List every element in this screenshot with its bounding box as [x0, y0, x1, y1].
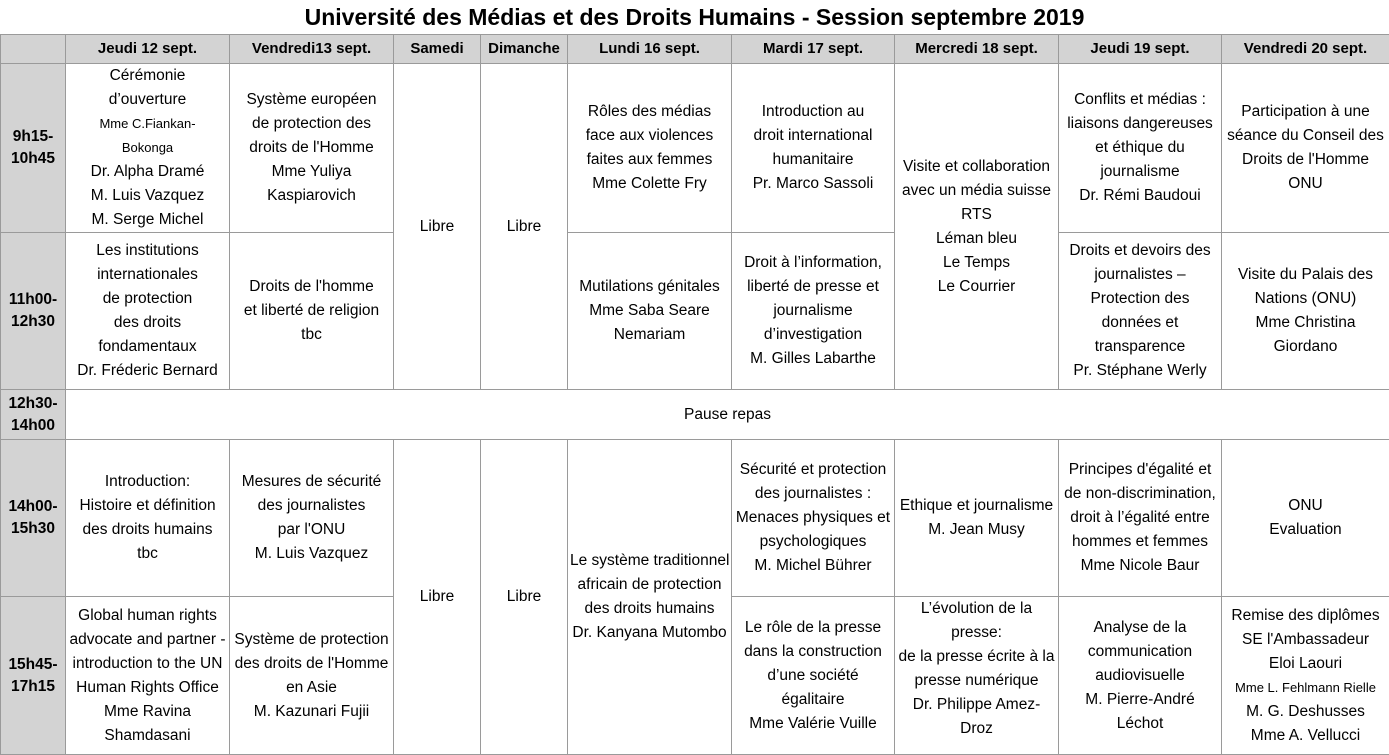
time-slot-4: 14h00- 15h30 — [1, 440, 66, 597]
session-line: communication — [1061, 640, 1219, 664]
session-line: Sécurité et protection — [734, 458, 892, 482]
session-line: advocate and partner - — [68, 628, 227, 652]
session-line: Mme Christina — [1224, 311, 1387, 335]
session-line: psychologiques — [734, 530, 892, 554]
session-cell — [230, 64, 394, 233]
session-line: d’investigation — [734, 323, 892, 347]
session-cell — [895, 597, 1059, 755]
session-cell — [1059, 233, 1222, 390]
session-line: internationales — [68, 263, 227, 287]
session-line: des journalistes — [232, 494, 391, 518]
session-line: Mesures de sécurité — [232, 470, 391, 494]
time-slot-1: 9h15- 10h45 — [1, 64, 66, 233]
session-line: Mme Nicole Baur — [1061, 554, 1219, 578]
day-header-fri13: Vendredi13 sept. — [230, 35, 394, 64]
day-header-wed18: Mercredi 18 sept. — [895, 35, 1059, 64]
session-line: M. Pierre-André — [1061, 688, 1219, 712]
session-line: et liberté de religion — [232, 299, 391, 323]
session-line: Système européen — [232, 88, 391, 112]
session-line: Rôles des médias — [570, 100, 729, 124]
session-line: humanitaire — [734, 148, 892, 172]
session-cell — [1059, 597, 1222, 755]
session-line: liaisons dangereuses — [1061, 112, 1219, 136]
page-title: Université des Médias et des Droits Humains - Session septembre 2019 — [0, 0, 1389, 34]
session-line: Système de protection — [232, 628, 391, 652]
day-header-sat: Samedi — [394, 35, 481, 64]
session-line: L’évolution de la — [897, 597, 1056, 621]
session-line: Conflits et médias : — [1061, 88, 1219, 112]
day-header-sun: Dimanche — [481, 35, 568, 64]
session-line: Global human rights — [68, 604, 227, 628]
session-line: presse: — [897, 621, 1056, 645]
session-line: journalistes – — [1061, 263, 1219, 287]
session-line: avec un média suisse — [897, 179, 1056, 203]
session-cell — [1059, 64, 1222, 233]
session-cell — [732, 233, 895, 390]
session-line: Dr. Fréderic Bernard — [68, 359, 227, 383]
session-cell — [568, 440, 732, 755]
session-line: Mutilations génitales — [570, 275, 729, 299]
session-cell — [66, 440, 230, 597]
session-line: M. Kazunari Fujii — [232, 700, 391, 724]
session-line: des droits — [68, 311, 227, 335]
session-line: Le système traditionnel — [570, 549, 729, 573]
session-cell — [895, 64, 1059, 390]
session-cell — [1222, 440, 1389, 597]
session-line: face aux violences — [570, 124, 729, 148]
session-cell — [230, 233, 394, 390]
session-line: en Asie — [232, 676, 391, 700]
session-line: Shamdasani — [68, 724, 227, 748]
libre-cell: Libre — [481, 440, 568, 755]
session-line: tbc — [68, 542, 227, 566]
session-line: M. Serge Michel — [68, 208, 227, 232]
session-line: Mme C.Fiankan- — [68, 112, 227, 136]
day-header-fri20: Vendredi 20 sept. — [1222, 35, 1389, 64]
session-line: M. Gilles Labarthe — [734, 347, 892, 371]
session-line: presse numérique — [897, 669, 1056, 693]
session-line: Dr. Rémi Baudoui — [1061, 184, 1219, 208]
session-cell — [1222, 64, 1389, 233]
session-line: Dr. Kanyana Mutombo — [570, 621, 729, 645]
session-cell — [230, 597, 394, 755]
session-line: Remise des diplômes — [1224, 604, 1387, 628]
session-line: journalisme — [734, 299, 892, 323]
session-line: Human Rights Office — [68, 676, 227, 700]
libre-cell: Libre — [481, 64, 568, 390]
session-line: droits de l'Homme — [232, 136, 391, 160]
session-line: Pr. Stéphane Werly — [1061, 359, 1219, 383]
session-cell — [1222, 597, 1389, 755]
session-line: introduction to the UN — [68, 652, 227, 676]
session-line: d’ouverture — [68, 88, 227, 112]
session-cell — [732, 64, 895, 233]
session-line: M. Luis Vazquez — [68, 184, 227, 208]
session-cell — [568, 233, 732, 390]
session-line: Droits et devoirs des — [1061, 239, 1219, 263]
session-line: Kaspiarovich — [232, 184, 391, 208]
session-line: et éthique du — [1061, 136, 1219, 160]
session-line: Protection des — [1061, 287, 1219, 311]
session-line: des journalistes : — [734, 482, 892, 506]
session-line: Droz — [897, 717, 1056, 741]
session-cell — [66, 233, 230, 390]
session-cell — [230, 440, 394, 597]
session-line: Léchot — [1061, 712, 1219, 736]
session-line: faites aux femmes — [570, 148, 729, 172]
session-line: SE l'Ambassadeur — [1224, 628, 1387, 652]
session-line: droit à l’égalité entre — [1061, 506, 1219, 530]
session-line: Nations (ONU) — [1224, 287, 1387, 311]
time-slot-5: 15h45- 17h15 — [1, 597, 66, 755]
session-line: tbc — [232, 323, 391, 347]
session-line: Mme L. Fehlmann Rielle — [1224, 676, 1387, 700]
day-header-mon16: Lundi 16 sept. — [568, 35, 732, 64]
session-line: Le rôle de la presse — [734, 616, 892, 640]
time-slot-3: 12h30- 14h00 — [1, 390, 66, 440]
session-line: M. G. Deshusses — [1224, 700, 1387, 724]
session-line: Evaluation — [1224, 518, 1387, 542]
session-cell — [66, 597, 230, 755]
session-line: Le Temps — [897, 251, 1056, 275]
header-corner — [1, 35, 66, 64]
session-line: de protection des — [232, 112, 391, 136]
session-line: RTS — [897, 203, 1056, 227]
session-line: des droits humains — [570, 597, 729, 621]
libre-cell: Libre — [394, 64, 481, 390]
session-line: Eloi Laouri — [1224, 652, 1387, 676]
session-line: des droits humains — [68, 518, 227, 542]
session-line: liberté de presse et — [734, 275, 892, 299]
session-line: audiovisuelle — [1061, 664, 1219, 688]
session-line: Le Courrier — [897, 275, 1056, 299]
session-line: Participation à une — [1224, 100, 1387, 124]
session-line: Mme Colette Fry — [570, 172, 729, 196]
session-line: journalisme — [1061, 160, 1219, 184]
session-line: M. Jean Musy — [897, 518, 1056, 542]
session-line: ONU — [1224, 172, 1387, 196]
session-line: Visite du Palais des — [1224, 263, 1387, 287]
session-line: de la presse écrite à la — [897, 645, 1056, 669]
session-line: par l'ONU — [232, 518, 391, 542]
session-line: M. Michel Bührer — [734, 554, 892, 578]
session-line: Mme Saba Seare — [570, 299, 729, 323]
day-header-tue17: Mardi 17 sept. — [732, 35, 895, 64]
session-line: Ethique et journalisme — [897, 494, 1056, 518]
session-line: droit international — [734, 124, 892, 148]
session-line: Mme Ravina — [68, 700, 227, 724]
day-header-thu19: Jeudi 19 sept. — [1059, 35, 1222, 64]
session-cell — [732, 440, 895, 597]
libre-cell: Libre — [394, 440, 481, 755]
session-line: Giordano — [1224, 335, 1387, 359]
session-line: d’une société — [734, 664, 892, 688]
session-line: Visite et collaboration — [897, 155, 1056, 179]
schedule-table — [0, 34, 1389, 755]
session-cell — [732, 597, 895, 755]
session-line: des droits de l'Homme — [232, 652, 391, 676]
session-cell — [1059, 440, 1222, 597]
session-line: hommes et femmes — [1061, 530, 1219, 554]
session-cell — [1222, 233, 1389, 390]
day-header-thu12: Jeudi 12 sept. — [66, 35, 230, 64]
session-line: Principes d'égalité et — [1061, 458, 1219, 482]
session-line: Léman bleu — [897, 227, 1056, 251]
time-slot-2: 11h00- 12h30 — [1, 233, 66, 390]
session-line: Droit à l’information, — [734, 251, 892, 275]
session-line: Pr. Marco Sassoli — [734, 172, 892, 196]
session-line: Droits de l'Homme — [1224, 148, 1387, 172]
session-line: Introduction: — [68, 470, 227, 494]
lunch-break: Pause repas — [66, 390, 1389, 440]
session-line: M. Luis Vazquez — [232, 542, 391, 566]
session-line: Introduction au — [734, 100, 892, 124]
session-line: Mme Valérie Vuille — [734, 712, 892, 736]
session-cell — [66, 64, 230, 233]
session-line: de protection — [68, 287, 227, 311]
session-cell — [895, 440, 1059, 597]
session-line: égalitaire — [734, 688, 892, 712]
session-line: ONU — [1224, 494, 1387, 518]
session-line: Cérémonie — [68, 64, 227, 88]
session-cell — [568, 64, 732, 233]
session-line: séance du Conseil des — [1224, 124, 1387, 148]
session-line: Droits de l'homme — [232, 275, 391, 299]
session-line: Bokonga — [68, 136, 227, 160]
session-line: africain de protection — [570, 573, 729, 597]
session-line: Dr. Alpha Dramé — [68, 160, 227, 184]
session-line: Nemariam — [570, 323, 729, 347]
session-line: Les institutions — [68, 239, 227, 263]
session-line: Analyse de la — [1061, 616, 1219, 640]
session-line: Mme Yuliya — [232, 160, 391, 184]
session-line: transparence — [1061, 335, 1219, 359]
session-line: de non-discrimination, — [1061, 482, 1219, 506]
session-line: Histoire et définition — [68, 494, 227, 518]
session-line: données et — [1061, 311, 1219, 335]
session-line: Mme A. Vellucci — [1224, 724, 1387, 748]
session-line: Dr. Philippe Amez- — [897, 693, 1056, 717]
session-line: dans la construction — [734, 640, 892, 664]
session-line: Menaces physiques et — [734, 506, 892, 530]
session-line: fondamentaux — [68, 335, 227, 359]
